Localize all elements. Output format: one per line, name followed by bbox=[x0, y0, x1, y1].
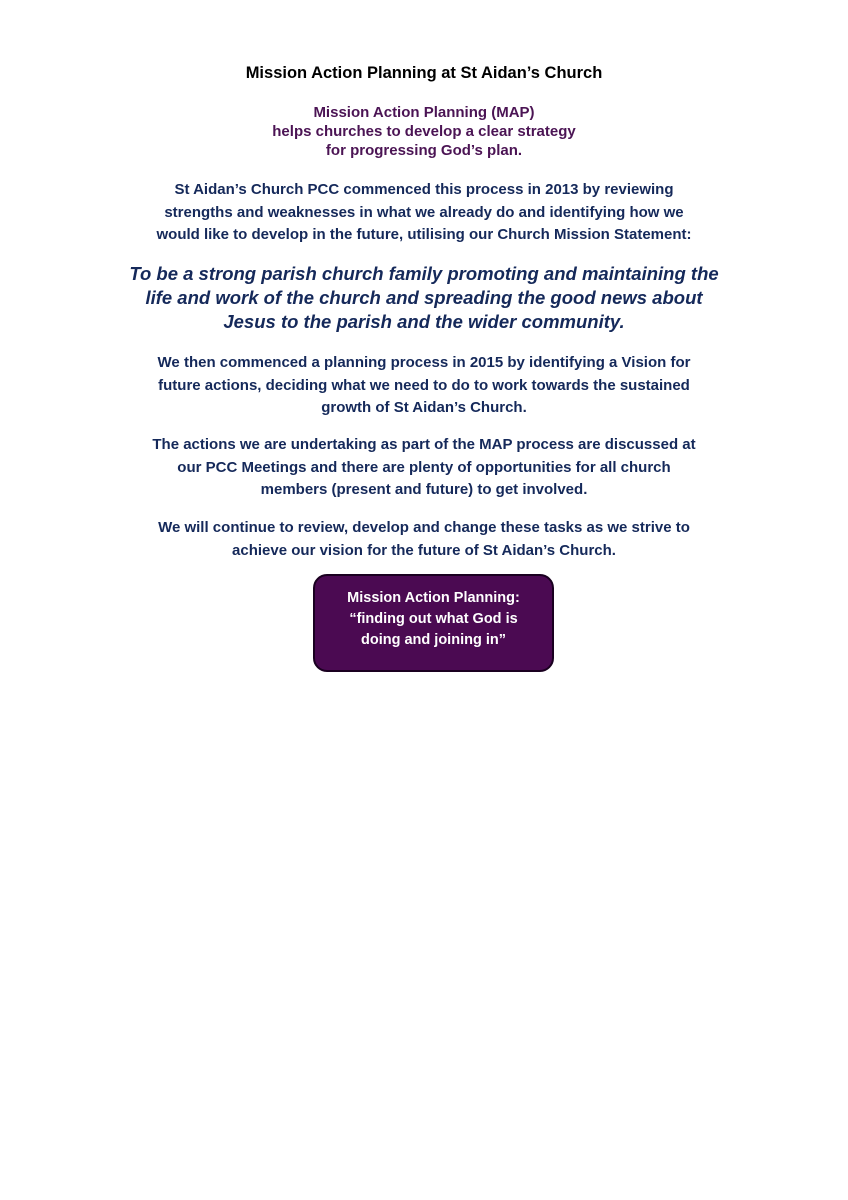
paragraph-line: members (present and future) to get involved. bbox=[260, 481, 588, 498]
intro-line: for progressing God’s plan. bbox=[325, 142, 523, 159]
paragraph-line: would like to develop in the future, utilising our Church Mission Statement: bbox=[156, 226, 692, 243]
intro-line: Mission Action Planning (MAP) bbox=[313, 104, 535, 121]
paragraph-line: We then commenced a planning process in 2015 by identifying a Vision for bbox=[157, 354, 691, 371]
intro-line: helps churches to develop a clear strategy bbox=[272, 123, 576, 140]
paragraph-line: our PCC Meetings and there are plenty of opportunities for all church bbox=[177, 458, 671, 476]
paragraph-line: St Aidan’s Church PCC commenced this process in 2013 by reviewing bbox=[174, 181, 674, 198]
callout-box bbox=[313, 574, 554, 672]
statement-line: life and work of the church and spreading the good news about bbox=[145, 287, 703, 308]
paragraph-process-2013 bbox=[0, 179, 848, 247]
callout-line: “finding out what God is bbox=[349, 611, 518, 627]
paragraph-line: growth of St Aidan’s Church. bbox=[321, 399, 527, 416]
mission-statement bbox=[0, 262, 848, 334]
paragraph-line: achieve our vision for the future of St Aidan’s Church. bbox=[232, 541, 616, 559]
paragraph-continue bbox=[0, 517, 848, 562]
callout-line: doing and joining in” bbox=[361, 632, 506, 648]
paragraph-line: We will continue to review, develop and change these tasks as we strive to bbox=[158, 519, 690, 536]
paragraph-line: future actions, deciding what we need to do to work towards the sustained bbox=[158, 376, 690, 394]
paragraph-line: strengths and weaknesses in what we already do and identifying how we bbox=[164, 203, 684, 221]
paragraph-planning-2015 bbox=[0, 352, 848, 420]
paragraph-line: The actions we are undertaking as part of the MAP process are discussed at bbox=[152, 436, 696, 453]
paragraph-actions bbox=[0, 434, 848, 502]
statement-line: To be a strong parish church family promoting and maintaining the bbox=[129, 263, 719, 284]
map-intro bbox=[0, 103, 848, 160]
page-title: Mission Action Planning at St Aidan’s Church bbox=[245, 64, 603, 82]
statement-line: Jesus to the parish and the wider community. bbox=[223, 311, 625, 332]
callout-line: Mission Action Planning: bbox=[347, 590, 520, 606]
